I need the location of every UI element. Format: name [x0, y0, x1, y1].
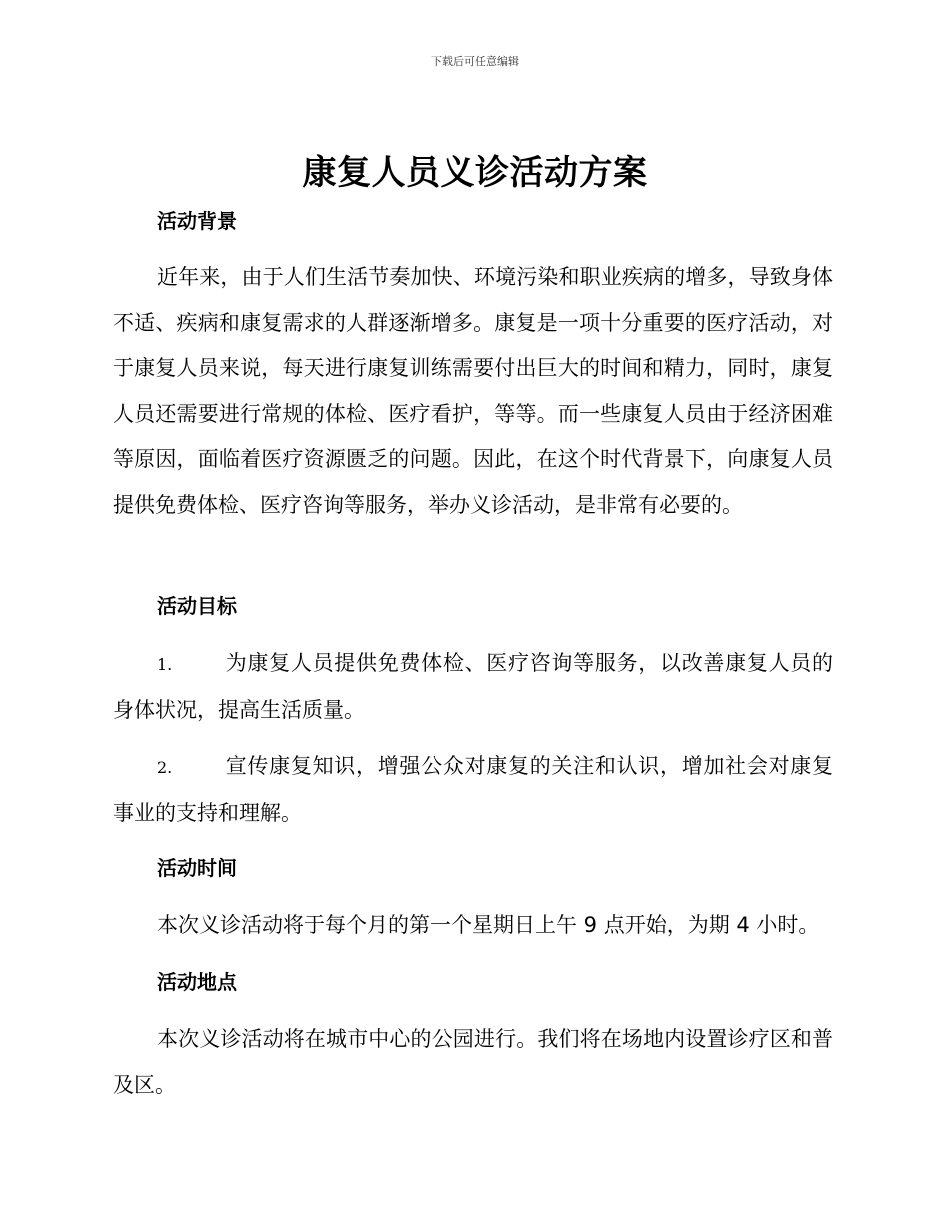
page-header-note: 下载后可任意编辑: [431, 55, 519, 68]
document-title: 康复人员义诊活动方案: [302, 153, 648, 193]
section-heading-goals: 活动目标: [157, 594, 237, 618]
goal-item-1: [113, 641, 833, 733]
section-heading-background: 活动背景: [157, 209, 237, 233]
list-number: 2.: [157, 758, 173, 777]
location-paragraph: 本次义诊活动将在城市中心的公园进行。我们将在场地内设置诊疗区和普及区。: [113, 1027, 833, 1097]
goal-item-2: [113, 744, 833, 836]
time-paragraph: 本次义诊活动将于每个月的第一个星期日上午 9 点开始，为期 4 小时。: [157, 913, 820, 937]
list-number: 1.: [157, 655, 173, 674]
section-heading-time: 活动时间: [157, 856, 237, 880]
section-heading-location: 活动地点: [157, 970, 237, 994]
goal-item-text: 为康复人员提供免费体检、医疗咨询等服务，以改善康复人员的身体状况，提高生活质量。: [113, 651, 833, 722]
goal-item-text: 宣传康复知识，增强公众对康复的关注和认识，增加社会对康复事业的支持和理解。: [113, 754, 833, 825]
background-paragraph: 近年来，由于人们生活节奏加快、环境污染和职业疾病的增多，导致身体不适、疾病和康复需求的人群逐渐增多。康复是一项十分重要的医疗活动，对于康复人员来说，每天进行康复训练需要付出巨大的时间和精力，同时，康复人员还需要进行常规的体检、医疗看护，等等。而一些康复人员由于经济困难等原因，面临着医疗资源匮乏的问题。因此，在这个时代背景下，向康复人员提供免费体检、医疗咨询等服务，举办义诊活动，是非常有必要的。: [113, 265, 833, 517]
